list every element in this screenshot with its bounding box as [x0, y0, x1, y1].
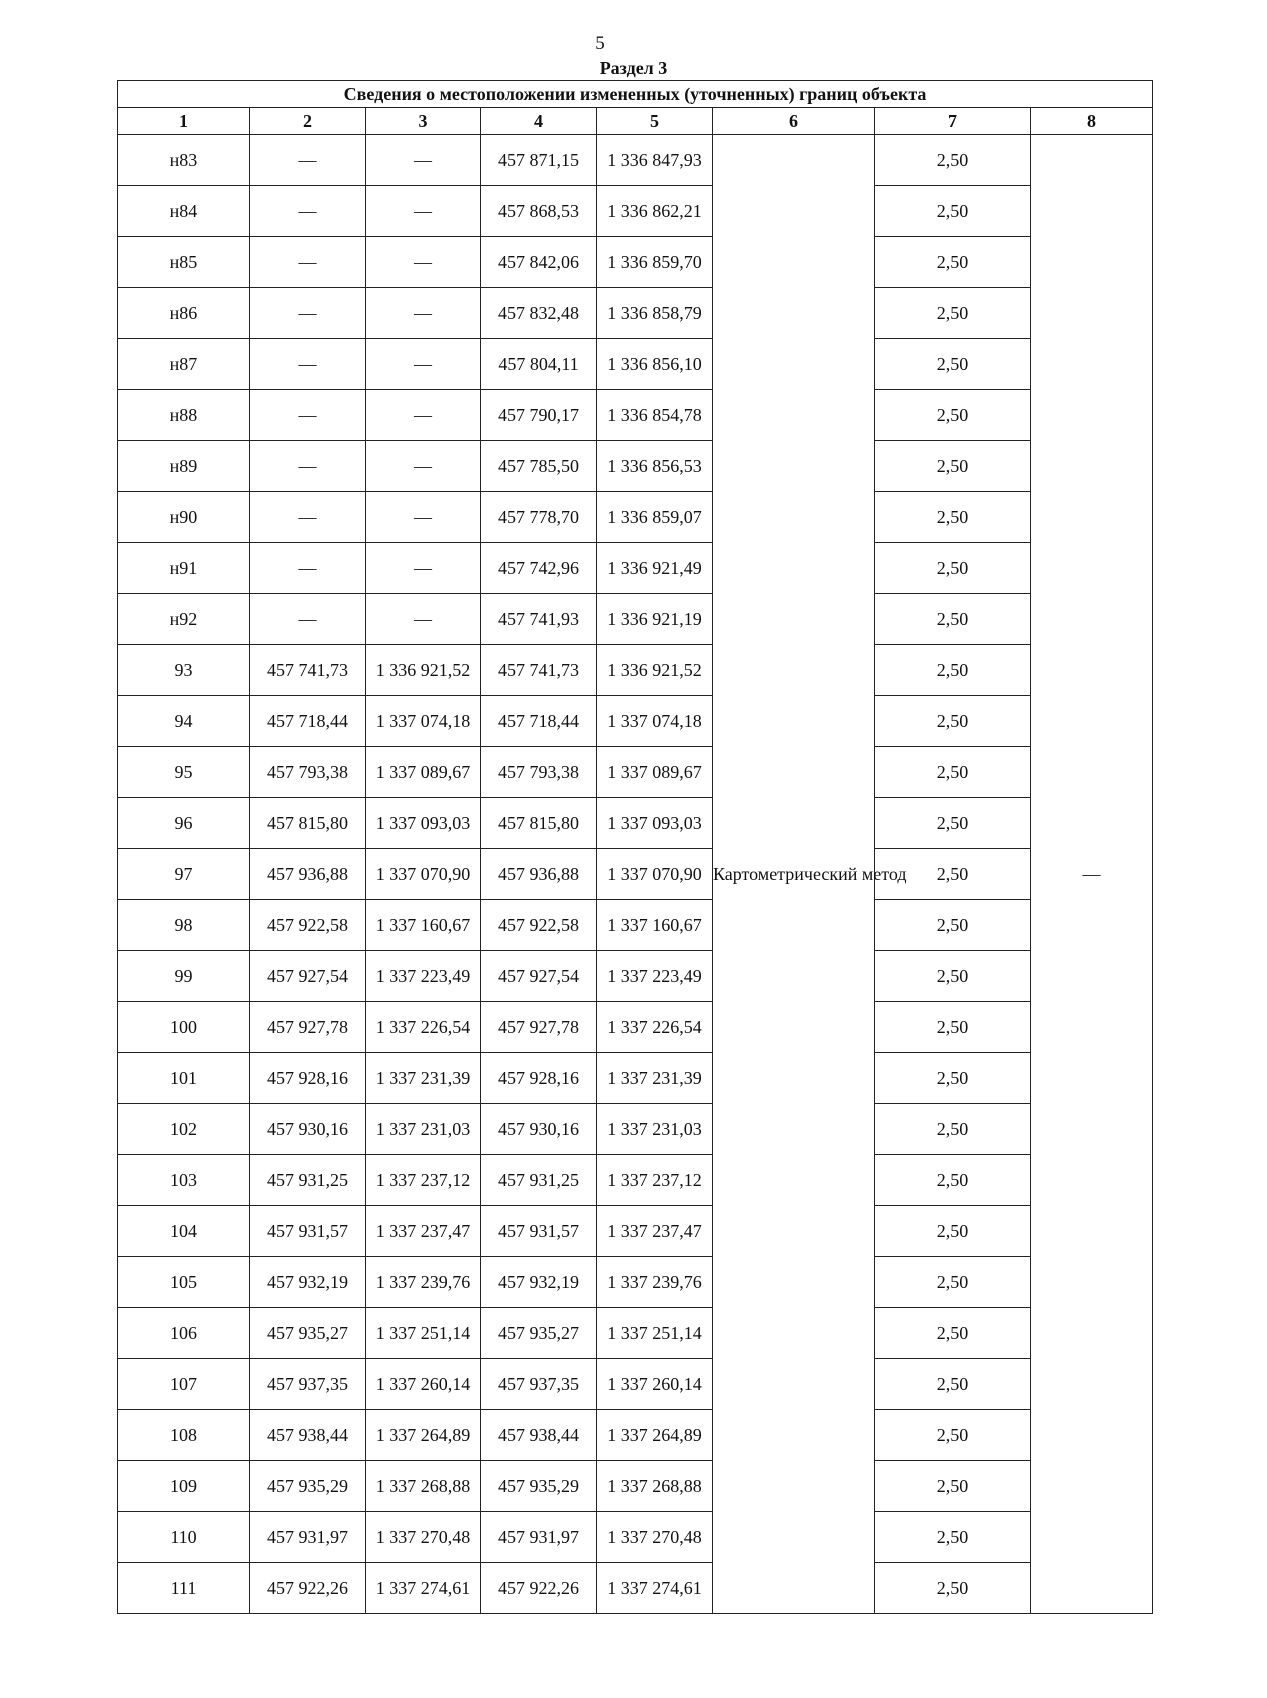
cell-x-new: 457 936,88 [481, 849, 597, 900]
cell-accuracy: 2,50 [875, 1308, 1031, 1359]
cell-y-new: 1 336 859,70 [597, 237, 713, 288]
cell-x-old: 457 793,38 [250, 747, 366, 798]
cell-x-new: 457 922,58 [481, 900, 597, 951]
cell-y-old: 1 337 160,67 [366, 900, 481, 951]
cell-accuracy: 2,50 [875, 747, 1031, 798]
cell-point: н87 [118, 339, 250, 390]
cell-point: 98 [118, 900, 250, 951]
cell-y-old: 1 337 270,48 [366, 1512, 481, 1563]
cell-y-old: 1 337 070,90 [366, 849, 481, 900]
cell-point: н91 [118, 543, 250, 594]
column-number: 5 [597, 108, 713, 135]
column-number: 3 [366, 108, 481, 135]
cell-x-old: 457 928,16 [250, 1053, 366, 1104]
cell-x-old: 457 931,57 [250, 1206, 366, 1257]
cell-x-old: 457 935,27 [250, 1308, 366, 1359]
column-number: 2 [250, 108, 366, 135]
cell-y-new: 1 337 251,14 [597, 1308, 713, 1359]
table-row [118, 1206, 1153, 1257]
cell-point: 110 [118, 1512, 250, 1563]
cell-x-old: 457 815,80 [250, 798, 366, 849]
cell-y-new: 1 336 858,79 [597, 288, 713, 339]
cell-point: 105 [118, 1257, 250, 1308]
cell-y-new: 1 337 231,39 [597, 1053, 713, 1104]
cell-point: н89 [118, 441, 250, 492]
cell-x-old: — [250, 237, 366, 288]
cell-y-old: 1 337 089,67 [366, 747, 481, 798]
table-body [118, 135, 1153, 1614]
table-caption-row [118, 81, 1153, 108]
cell-accuracy: 2,50 [875, 1563, 1031, 1614]
cell-y-old: — [366, 594, 481, 645]
table-row [118, 1359, 1153, 1410]
cell-x-old: 457 932,19 [250, 1257, 366, 1308]
cell-x-old: — [250, 492, 366, 543]
column-number: 6 [713, 108, 875, 135]
cell-y-old: — [366, 186, 481, 237]
cell-y-new: 1 337 237,47 [597, 1206, 713, 1257]
cell-accuracy: 2,50 [875, 1257, 1031, 1308]
cell-y-old: — [366, 390, 481, 441]
table-row [118, 390, 1153, 441]
cell-y-old: 1 337 093,03 [366, 798, 481, 849]
cell-y-new: 1 336 854,78 [597, 390, 713, 441]
table-row [118, 186, 1153, 237]
cell-accuracy: 2,50 [875, 900, 1031, 951]
cell-x-new: 457 937,35 [481, 1359, 597, 1410]
page-number: 5 [595, 33, 605, 54]
cell-x-old: 457 718,44 [250, 696, 366, 747]
cell-y-new: 1 337 264,89 [597, 1410, 713, 1461]
cell-y-new: 1 337 260,14 [597, 1359, 713, 1410]
column-number: 8 [1031, 108, 1153, 135]
cell-y-new: 1 337 160,67 [597, 900, 713, 951]
cell-point: н84 [118, 186, 250, 237]
cell-accuracy: 2,50 [875, 1206, 1031, 1257]
cell-accuracy: 2,50 [875, 1104, 1031, 1155]
cell-x-old: — [250, 135, 366, 186]
boundary-coordinates-table [117, 80, 1153, 1614]
table-row [118, 1308, 1153, 1359]
cell-accuracy: 2,50 [875, 288, 1031, 339]
cell-point: 103 [118, 1155, 250, 1206]
cell-y-new: 1 336 859,07 [597, 492, 713, 543]
cell-point: 96 [118, 798, 250, 849]
cell-point: 106 [118, 1308, 250, 1359]
table-row [118, 1512, 1153, 1563]
method-cell: Картометрический метод [713, 135, 875, 1614]
cell-point: 108 [118, 1410, 250, 1461]
column-number: 1 [118, 108, 250, 135]
cell-x-new: 457 868,53 [481, 186, 597, 237]
cell-y-old: 1 337 239,76 [366, 1257, 481, 1308]
cell-y-old: 1 337 251,14 [366, 1308, 481, 1359]
cell-y-old: 1 337 226,54 [366, 1002, 481, 1053]
cell-x-new: 457 931,97 [481, 1512, 597, 1563]
cell-x-old: 457 931,25 [250, 1155, 366, 1206]
cell-point: н92 [118, 594, 250, 645]
cell-x-old: — [250, 441, 366, 492]
cell-x-new: 457 815,80 [481, 798, 597, 849]
table-row [118, 1563, 1153, 1614]
cell-x-old: 457 741,73 [250, 645, 366, 696]
cell-x-new: 457 804,11 [481, 339, 597, 390]
cell-y-new: 1 337 226,54 [597, 1002, 713, 1053]
cell-point: 111 [118, 1563, 250, 1614]
cell-accuracy: 2,50 [875, 645, 1031, 696]
cell-accuracy: 2,50 [875, 594, 1031, 645]
column-number-row [118, 108, 1153, 135]
table-row [118, 696, 1153, 747]
cell-y-new: 1 336 856,10 [597, 339, 713, 390]
cell-y-new: 1 337 231,03 [597, 1104, 713, 1155]
cell-y-old: 1 337 231,39 [366, 1053, 481, 1104]
cell-x-new: 457 935,27 [481, 1308, 597, 1359]
table-row [118, 1461, 1153, 1512]
table-row [118, 288, 1153, 339]
cell-accuracy: 2,50 [875, 441, 1031, 492]
cell-x-new: 457 871,15 [481, 135, 597, 186]
cell-accuracy: 2,50 [875, 849, 1031, 900]
cell-x-new: 457 742,96 [481, 543, 597, 594]
table-row [118, 1104, 1153, 1155]
table-row [118, 1257, 1153, 1308]
cell-accuracy: 2,50 [875, 798, 1031, 849]
cell-x-old: 457 936,88 [250, 849, 366, 900]
cell-y-old: — [366, 237, 481, 288]
cell-point: 95 [118, 747, 250, 798]
cell-y-old: 1 337 223,49 [366, 951, 481, 1002]
cell-x-new: 457 932,19 [481, 1257, 597, 1308]
cell-x-new: 457 842,06 [481, 237, 597, 288]
cell-accuracy: 2,50 [875, 186, 1031, 237]
cell-x-old: 457 938,44 [250, 1410, 366, 1461]
cell-x-old: 457 931,97 [250, 1512, 366, 1563]
cell-x-old: — [250, 594, 366, 645]
cell-point: н90 [118, 492, 250, 543]
cell-y-old: — [366, 288, 481, 339]
cell-y-new: 1 336 921,19 [597, 594, 713, 645]
cell-y-new: 1 337 074,18 [597, 696, 713, 747]
cell-x-old: — [250, 543, 366, 594]
cell-accuracy: 2,50 [875, 1053, 1031, 1104]
table-row [118, 645, 1153, 696]
cell-y-old: — [366, 339, 481, 390]
cell-accuracy: 2,50 [875, 1512, 1031, 1563]
cell-accuracy: 2,50 [875, 135, 1031, 186]
table-row [118, 135, 1153, 186]
cell-y-new: 1 337 237,12 [597, 1155, 713, 1206]
table-caption: Сведения о местоположении измененных (уточненных) границ объекта [118, 81, 1153, 108]
cell-x-old: 457 927,78 [250, 1002, 366, 1053]
cell-x-new: 457 931,25 [481, 1155, 597, 1206]
cell-accuracy: 2,50 [875, 1155, 1031, 1206]
cell-accuracy: 2,50 [875, 1002, 1031, 1053]
cell-x-new: 457 927,78 [481, 1002, 597, 1053]
column-number: 7 [875, 108, 1031, 135]
cell-point: н83 [118, 135, 250, 186]
cell-accuracy: 2,50 [875, 492, 1031, 543]
cell-point: 107 [118, 1359, 250, 1410]
cell-y-old: — [366, 543, 481, 594]
cell-y-old: — [366, 492, 481, 543]
table-row [118, 1002, 1153, 1053]
cell-y-old: 1 337 074,18 [366, 696, 481, 747]
cell-x-new: 457 718,44 [481, 696, 597, 747]
cell-y-old: 1 337 274,61 [366, 1563, 481, 1614]
cell-x-old: — [250, 288, 366, 339]
cell-accuracy: 2,50 [875, 390, 1031, 441]
cell-x-new: 457 741,93 [481, 594, 597, 645]
table-row [118, 543, 1153, 594]
table-row [118, 849, 1153, 900]
cell-y-old: 1 337 268,88 [366, 1461, 481, 1512]
cell-y-new: 1 337 223,49 [597, 951, 713, 1002]
cell-x-new: 457 922,26 [481, 1563, 597, 1614]
cell-x-new: 457 938,44 [481, 1410, 597, 1461]
cell-point: 101 [118, 1053, 250, 1104]
cell-x-old: 457 922,58 [250, 900, 366, 951]
cell-accuracy: 2,50 [875, 1359, 1031, 1410]
cell-y-old: 1 337 260,14 [366, 1359, 481, 1410]
cell-x-new: 457 928,16 [481, 1053, 597, 1104]
table-row [118, 1053, 1153, 1104]
cell-accuracy: 2,50 [875, 339, 1031, 390]
cell-y-new: 1 336 856,53 [597, 441, 713, 492]
cell-point: 100 [118, 1002, 250, 1053]
cell-x-new: 457 790,17 [481, 390, 597, 441]
cell-point: 93 [118, 645, 250, 696]
cell-accuracy: 2,50 [875, 696, 1031, 747]
column-8-cell: — [1031, 135, 1153, 1614]
cell-point: н88 [118, 390, 250, 441]
cell-y-new: 1 336 921,52 [597, 645, 713, 696]
table-row [118, 1410, 1153, 1461]
cell-x-new: 457 935,29 [481, 1461, 597, 1512]
table-row [118, 594, 1153, 645]
cell-accuracy: 2,50 [875, 1461, 1031, 1512]
cell-point: 94 [118, 696, 250, 747]
cell-y-new: 1 336 862,21 [597, 186, 713, 237]
cell-point: н86 [118, 288, 250, 339]
table-row [118, 951, 1153, 1002]
cell-accuracy: 2,50 [875, 951, 1031, 1002]
table-row [118, 900, 1153, 951]
table-row [118, 1155, 1153, 1206]
cell-y-old: — [366, 135, 481, 186]
column-number: 4 [481, 108, 597, 135]
cell-y-old: 1 337 264,89 [366, 1410, 481, 1461]
cell-x-old: 457 930,16 [250, 1104, 366, 1155]
cell-y-new: 1 337 274,61 [597, 1563, 713, 1614]
cell-accuracy: 2,50 [875, 1410, 1031, 1461]
cell-point: н85 [118, 237, 250, 288]
section-title: Раздел 3 [599, 58, 668, 78]
cell-y-old: 1 337 231,03 [366, 1104, 481, 1155]
cell-x-old: — [250, 339, 366, 390]
cell-x-old: 457 935,29 [250, 1461, 366, 1512]
cell-point: 104 [118, 1206, 250, 1257]
cell-point: 109 [118, 1461, 250, 1512]
table-row [118, 237, 1153, 288]
cell-point: 97 [118, 849, 250, 900]
cell-y-new: 1 337 093,03 [597, 798, 713, 849]
cell-y-old: 1 336 921,52 [366, 645, 481, 696]
cell-y-old: — [366, 441, 481, 492]
cell-y-old: 1 337 237,47 [366, 1206, 481, 1257]
cell-y-new: 1 337 270,48 [597, 1512, 713, 1563]
cell-x-new: 457 930,16 [481, 1104, 597, 1155]
cell-y-new: 1 337 070,90 [597, 849, 713, 900]
cell-x-old: 457 922,26 [250, 1563, 366, 1614]
cell-x-new: 457 927,54 [481, 951, 597, 1002]
cell-y-new: 1 337 089,67 [597, 747, 713, 798]
cell-y-new: 1 336 847,93 [597, 135, 713, 186]
cell-x-new: 457 931,57 [481, 1206, 597, 1257]
cell-x-old: 457 937,35 [250, 1359, 366, 1410]
cell-x-old: — [250, 390, 366, 441]
table-row [118, 441, 1153, 492]
cell-y-new: 1 336 921,49 [597, 543, 713, 594]
cell-accuracy: 2,50 [875, 543, 1031, 594]
cell-x-new: 457 778,70 [481, 492, 597, 543]
cell-x-old: — [250, 186, 366, 237]
cell-x-new: 457 832,48 [481, 288, 597, 339]
cell-accuracy: 2,50 [875, 237, 1031, 288]
cell-x-new: 457 741,73 [481, 645, 597, 696]
cell-x-new: 457 793,38 [481, 747, 597, 798]
table-row [118, 747, 1153, 798]
table-row [118, 492, 1153, 543]
cell-point: 99 [118, 951, 250, 1002]
cell-y-new: 1 337 268,88 [597, 1461, 713, 1512]
cell-x-new: 457 785,50 [481, 441, 597, 492]
cell-point: 102 [118, 1104, 250, 1155]
cell-y-new: 1 337 239,76 [597, 1257, 713, 1308]
table-row [118, 339, 1153, 390]
cell-x-old: 457 927,54 [250, 951, 366, 1002]
cell-y-old: 1 337 237,12 [366, 1155, 481, 1206]
table-row [118, 798, 1153, 849]
